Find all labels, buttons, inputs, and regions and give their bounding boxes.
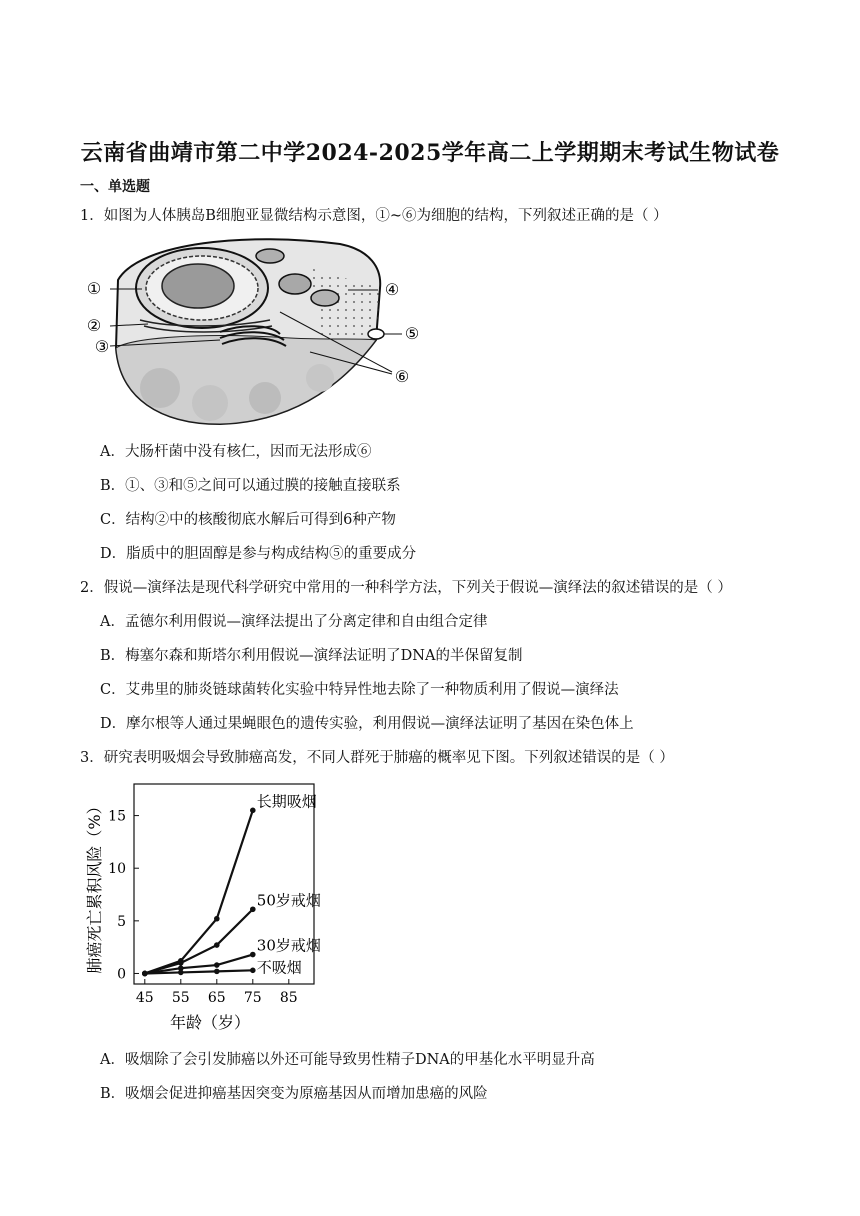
x-tick-label: 45	[135, 990, 154, 1006]
data-point	[214, 942, 220, 948]
lung-cancer-risk-chart	[80, 776, 340, 1038]
series-label: 长期吸烟	[256, 792, 317, 811]
q2-option-c: C．艾弗里的肺炎链球菌转化实验中特异性地去除了一种物质利用了假说—演绎法	[100, 682, 619, 698]
question-2-stem: 2．假说—演绎法是现代科学研究中常用的一种科学方法，下列关于假说—演绎法的叙述错误的是（ ）	[80, 580, 732, 596]
data-point	[214, 962, 220, 968]
data-point	[250, 906, 256, 912]
cell-diagram	[80, 228, 420, 428]
label-2: ②	[86, 316, 102, 335]
question-1-stem: 1．如图为人体胰岛B细胞亚显微结构示意图，①~⑥为细胞的结构，下列叙述正确的是（ ）	[80, 208, 668, 224]
series-label: 30岁戒烟	[256, 936, 321, 955]
q3-option-b: B．吸烟会促进抑癌基因突变为原癌基因从而增加患癌的风险	[100, 1086, 488, 1102]
q3-option-a: A．吸烟除了会引发肺癌以外还可能导致男性精子DNA的甲基化水平明显升高	[100, 1052, 595, 1068]
data-point	[250, 808, 256, 814]
y-tick-label: 0	[117, 966, 126, 983]
data-point	[178, 970, 184, 976]
q1-option-c: C．结构②中的核酸彻底水解后可得到6种产物	[100, 512, 396, 528]
data-point	[142, 971, 148, 977]
x-tick-label: 75	[243, 990, 262, 1006]
series-label: 不吸烟	[256, 958, 302, 977]
data-point	[250, 968, 256, 974]
y-tick-label: 5	[117, 913, 126, 930]
nucleolus	[162, 264, 234, 308]
data-point	[250, 952, 256, 958]
y-tick-label: 10	[108, 861, 126, 878]
x-tick-label: 55	[171, 990, 190, 1006]
section-heading: 一、单选题	[80, 179, 150, 195]
label-1: ①	[86, 279, 102, 298]
label-3: ③	[94, 337, 110, 356]
data-point	[178, 960, 184, 966]
x-tick-label: 85	[279, 990, 298, 1006]
q2-option-d: D．摩尔根等人通过果蝇眼色的遗传实验，利用假说—演绎法证明了基因在染色体上	[100, 716, 634, 732]
series-label: 50岁戒烟	[256, 891, 321, 910]
exam-title: 云南省曲靖市第二中学2024-2025学年高二上学期期末考试生物试卷	[80, 140, 780, 166]
label-5: ⑤	[404, 324, 420, 343]
label-6: ⑥	[394, 367, 410, 386]
series-line	[145, 810, 253, 973]
question-3-stem: 3．研究表明吸烟会导致肺癌高发，不同人群死于肺癌的概率见下图。下列叙述错误的是（ ）	[80, 750, 674, 766]
data-point	[214, 969, 220, 975]
label-4: ④	[384, 280, 400, 299]
y-tick-label: 15	[108, 808, 126, 825]
q1-option-d: D．脂质中的胆固醇是参与构成结构⑤的重要成分	[100, 546, 417, 562]
q1-option-b: B．①、③和⑤之间可以通过膜的接触直接联系	[100, 478, 401, 494]
q1-option-a: A．大肠杆菌中没有核仁，因而无法形成⑥	[100, 444, 372, 460]
q2-option-b: B．梅塞尔森和斯塔尔利用假说—演绎法证明了DNA的半保留复制	[100, 648, 523, 664]
x-tick-label: 65	[207, 990, 226, 1006]
x-axis-label: 年龄（岁）	[169, 1013, 251, 1032]
y-axis-label: 肺癌死亡累积风险（%）	[85, 798, 104, 974]
data-point	[214, 916, 220, 922]
q2-option-a: A．孟德尔利用假说—演绎法提出了分离定律和自由组合定律	[100, 614, 488, 630]
